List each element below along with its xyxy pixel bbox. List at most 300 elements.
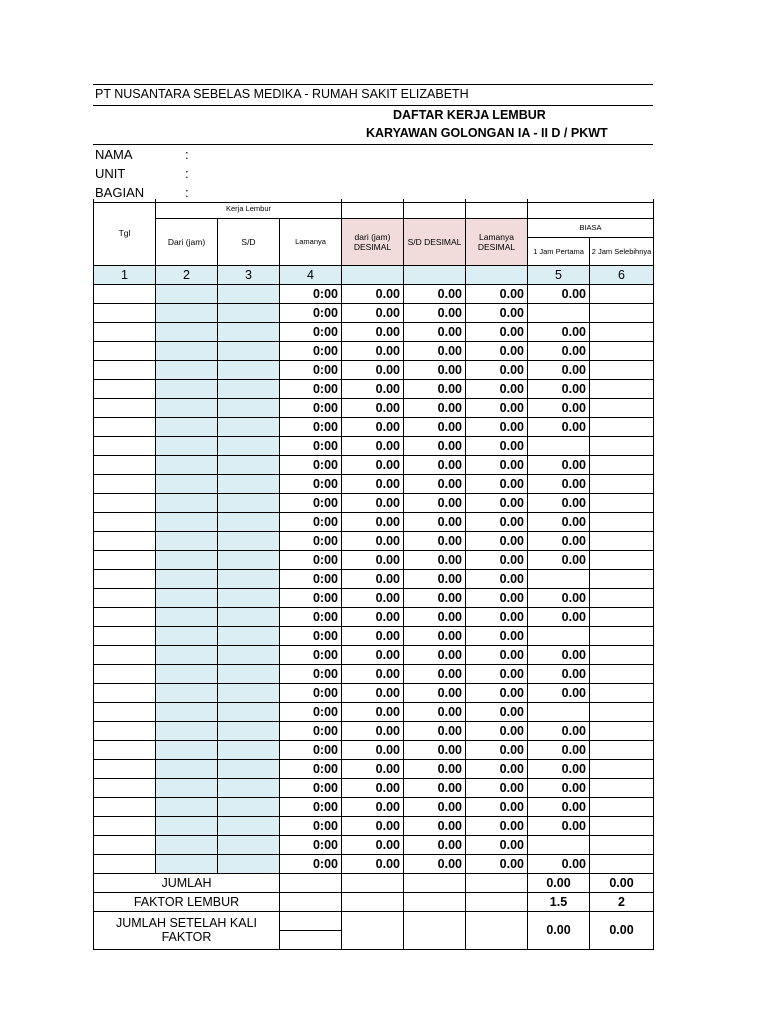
table-row xyxy=(94,303,654,322)
jam-pertama-cell xyxy=(528,303,590,322)
jam-selebihnya-cell xyxy=(590,588,654,607)
jam-selebihnya-cell xyxy=(590,721,654,740)
empty-cell xyxy=(404,873,466,892)
jam-pertama-cell: 0.00 xyxy=(528,360,590,379)
dari-input[interactable] xyxy=(156,778,218,797)
table-row xyxy=(94,683,654,702)
tgl-cell[interactable] xyxy=(94,531,156,550)
dari-input[interactable] xyxy=(156,816,218,835)
dari-desimal-cell: 0.00 xyxy=(342,607,404,626)
lamanya-desimal-cell: 0.00 xyxy=(466,626,528,645)
lamanya-desimal-cell: 0.00 xyxy=(466,322,528,341)
dari-input[interactable] xyxy=(156,721,218,740)
sd-input[interactable] xyxy=(218,607,280,626)
column-number: 3 xyxy=(218,265,280,284)
empty-cell xyxy=(342,873,404,892)
dari-input[interactable] xyxy=(156,512,218,531)
jam-selebihnya-cell xyxy=(590,436,654,455)
sd-input[interactable] xyxy=(218,398,280,417)
jam-selebihnya-cell xyxy=(590,569,654,588)
table-row xyxy=(94,835,654,854)
table-row xyxy=(94,398,654,417)
sd-input[interactable] xyxy=(218,322,280,341)
sd-desimal-cell: 0.00 xyxy=(404,835,466,854)
dari-desimal-cell: 0.00 xyxy=(342,455,404,474)
dari-desimal-cell: 0.00 xyxy=(342,721,404,740)
sd-input[interactable] xyxy=(218,683,280,702)
identity-colon: : xyxy=(185,166,189,181)
identity-colon: : xyxy=(185,147,189,162)
jam-selebihnya-cell xyxy=(590,816,654,835)
dari-input[interactable] xyxy=(156,436,218,455)
sd-desimal-cell: 0.00 xyxy=(404,303,466,322)
sd-input[interactable] xyxy=(218,360,280,379)
table-row xyxy=(94,493,654,512)
tgl-cell[interactable] xyxy=(94,797,156,816)
lamanya-desimal-cell: 0.00 xyxy=(466,550,528,569)
table-row xyxy=(94,322,654,341)
faktor-pertama: 1.5 xyxy=(528,892,590,911)
dari-input[interactable] xyxy=(156,322,218,341)
jam-selebihnya-cell xyxy=(590,607,654,626)
dari-input[interactable] xyxy=(156,797,218,816)
jam-pertama-cell: 0.00 xyxy=(528,284,590,303)
sd-input[interactable] xyxy=(218,493,280,512)
sd-input[interactable] xyxy=(218,797,280,816)
jam-pertama-cell xyxy=(528,569,590,588)
sd-desimal-cell: 0.00 xyxy=(404,436,466,455)
dari-input[interactable] xyxy=(156,569,218,588)
jam-selebihnya-cell xyxy=(590,322,654,341)
empty-cell xyxy=(404,892,466,911)
summary-body xyxy=(94,873,654,949)
jam-selebihnya-cell xyxy=(590,417,654,436)
sd-desimal-cell: 0.00 xyxy=(404,493,466,512)
table-row xyxy=(94,417,654,436)
sd-input[interactable] xyxy=(218,778,280,797)
dari-input[interactable] xyxy=(156,835,218,854)
blank-header xyxy=(404,199,466,218)
table-row xyxy=(94,664,654,683)
dari-desimal-header: dari (jam) DESIMAL xyxy=(342,218,404,265)
jam-pertama-cell xyxy=(528,436,590,455)
jam-pertama-cell: 0.00 xyxy=(528,797,590,816)
lamanya-desimal-cell: 0.00 xyxy=(466,531,528,550)
table-row xyxy=(94,379,654,398)
tgl-cell[interactable] xyxy=(94,322,156,341)
lamanya-cell: 0:00 xyxy=(280,512,342,531)
tgl-cell[interactable] xyxy=(94,417,156,436)
dari-desimal-cell: 0.00 xyxy=(342,360,404,379)
empty-cell xyxy=(280,911,342,930)
tgl-cell[interactable] xyxy=(94,303,156,322)
tgl-cell[interactable] xyxy=(94,778,156,797)
sd-desimal-cell: 0.00 xyxy=(404,284,466,303)
lamanya-desimal-cell: 0.00 xyxy=(466,341,528,360)
column-number: 4 xyxy=(280,265,342,284)
jam-selebihnya-cell xyxy=(590,797,654,816)
table-row xyxy=(94,588,654,607)
sd-input[interactable] xyxy=(218,284,280,303)
lamanya-cell: 0:00 xyxy=(280,778,342,797)
lamanya-desimal-cell: 0.00 xyxy=(466,816,528,835)
sd-input[interactable] xyxy=(218,569,280,588)
empty-cell xyxy=(404,911,466,949)
dari-input[interactable] xyxy=(156,360,218,379)
lamanya-desimal-cell: 0.00 xyxy=(466,493,528,512)
sd-input[interactable] xyxy=(218,303,280,322)
jam-pertama-cell: 0.00 xyxy=(528,474,590,493)
jam-pertama-cell: 0.00 xyxy=(528,607,590,626)
lamanya-desimal-cell: 0.00 xyxy=(466,721,528,740)
sd-desimal-cell: 0.00 xyxy=(404,322,466,341)
dari-desimal-cell: 0.00 xyxy=(342,588,404,607)
lamanya-cell: 0:00 xyxy=(280,702,342,721)
identity-block xyxy=(93,145,653,202)
sd-desimal-cell: 0.00 xyxy=(404,664,466,683)
dari-input[interactable] xyxy=(156,417,218,436)
column-number-blank xyxy=(404,265,466,284)
setelah-selebihnya: 0.00 xyxy=(590,911,654,949)
tgl-cell[interactable] xyxy=(94,379,156,398)
jam-pertama-cell: 0.00 xyxy=(528,588,590,607)
lamanya-cell: 0:00 xyxy=(280,626,342,645)
sd-input[interactable] xyxy=(218,816,280,835)
sd-input[interactable] xyxy=(218,417,280,436)
jam-selebihnya-cell xyxy=(590,759,654,778)
dari-input[interactable] xyxy=(156,341,218,360)
jam-selebihnya-cell xyxy=(590,341,654,360)
jam-pertama-cell: 0.00 xyxy=(528,664,590,683)
sd-input[interactable] xyxy=(218,702,280,721)
table-row xyxy=(94,284,654,303)
table-row xyxy=(94,360,654,379)
dari-desimal-cell: 0.00 xyxy=(342,835,404,854)
sd-input[interactable] xyxy=(218,835,280,854)
jam-selebihnya-cell xyxy=(590,740,654,759)
setelah-label: JUMLAH SETELAH KALI FAKTOR xyxy=(94,911,280,949)
sd-input[interactable] xyxy=(218,721,280,740)
table-row xyxy=(94,436,654,455)
lamanya-cell: 0:00 xyxy=(280,284,342,303)
tgl-cell[interactable] xyxy=(94,569,156,588)
sd-desimal-cell: 0.00 xyxy=(404,531,466,550)
sd-desimal-cell: 0.00 xyxy=(404,816,466,835)
blank-header xyxy=(342,199,404,218)
faktor-selebihnya: 2 xyxy=(590,892,654,911)
jam-selebihnya-cell xyxy=(590,303,654,322)
tgl-cell[interactable] xyxy=(94,835,156,854)
lamanya-cell: 0:00 xyxy=(280,417,342,436)
tgl-cell[interactable] xyxy=(94,398,156,417)
tgl-cell[interactable] xyxy=(94,645,156,664)
sd-input[interactable] xyxy=(218,664,280,683)
tgl-cell[interactable] xyxy=(94,455,156,474)
sd-desimal-cell: 0.00 xyxy=(404,379,466,398)
blank-header xyxy=(528,199,654,218)
sd-desimal-cell: 0.00 xyxy=(404,721,466,740)
sd-input[interactable] xyxy=(218,474,280,493)
dari-desimal-cell: 0.00 xyxy=(342,816,404,835)
lamanya-cell: 0:00 xyxy=(280,398,342,417)
jam-pertama-cell: 0.00 xyxy=(528,322,590,341)
company-header xyxy=(93,84,653,105)
kerja-lembur-header: Kerja Lembur xyxy=(156,199,342,218)
table-row xyxy=(94,341,654,360)
lamanya-desimal-cell: 0.00 xyxy=(466,588,528,607)
dari-input[interactable] xyxy=(156,455,218,474)
jam-selebihnya-cell xyxy=(590,512,654,531)
tgl-cell[interactable] xyxy=(94,360,156,379)
table-row xyxy=(94,645,654,664)
jam-pertama-cell: 0.00 xyxy=(528,341,590,360)
tgl-cell[interactable] xyxy=(94,341,156,360)
jumlah-label: JUMLAH xyxy=(94,873,280,892)
dari-desimal-cell: 0.00 xyxy=(342,379,404,398)
sd-input[interactable] xyxy=(218,531,280,550)
empty-cell xyxy=(342,892,404,911)
sd-input[interactable] xyxy=(218,436,280,455)
column-number: 1 xyxy=(94,265,156,284)
tgl-cell[interactable] xyxy=(94,816,156,835)
tgl-cell[interactable] xyxy=(94,854,156,873)
dari-desimal-cell: 0.00 xyxy=(342,512,404,531)
dari-input[interactable] xyxy=(156,607,218,626)
tgl-cell[interactable] xyxy=(94,436,156,455)
jam-selebihnya-cell xyxy=(590,683,654,702)
blank-header xyxy=(466,199,528,218)
dari-desimal-cell: 0.00 xyxy=(342,759,404,778)
column-number-row xyxy=(94,265,654,284)
lamanya-desimal-cell: 0.00 xyxy=(466,379,528,398)
dari-desimal-cell: 0.00 xyxy=(342,493,404,512)
jam-pertama-cell: 0.00 xyxy=(528,531,590,550)
dari-desimal-cell: 0.00 xyxy=(342,531,404,550)
tgl-cell[interactable] xyxy=(94,740,156,759)
jam-pertama-cell xyxy=(528,702,590,721)
sd-input[interactable] xyxy=(218,379,280,398)
tgl-cell[interactable] xyxy=(94,493,156,512)
sd-header: S/D xyxy=(218,218,280,265)
tgl-header: Tgl xyxy=(94,199,156,265)
lamanya-desimal-cell: 0.00 xyxy=(466,702,528,721)
lamanya-cell: 0:00 xyxy=(280,797,342,816)
lamanya-desimal-cell: 0.00 xyxy=(466,740,528,759)
dari-input[interactable] xyxy=(156,284,218,303)
lamanya-cell: 0:00 xyxy=(280,683,342,702)
dari-desimal-cell: 0.00 xyxy=(342,417,404,436)
sd-desimal-cell: 0.00 xyxy=(404,683,466,702)
lamanya-desimal-cell: 0.00 xyxy=(466,284,528,303)
table-row xyxy=(94,569,654,588)
lamanya-desimal-cell: 0.00 xyxy=(466,569,528,588)
sd-input[interactable] xyxy=(218,512,280,531)
jam-pertama-cell: 0.00 xyxy=(528,683,590,702)
sd-input[interactable] xyxy=(218,759,280,778)
dari-input[interactable] xyxy=(156,303,218,322)
dari-input[interactable] xyxy=(156,626,218,645)
jam-pertama-cell xyxy=(528,835,590,854)
lamanya-cell: 0:00 xyxy=(280,588,342,607)
tgl-cell[interactable] xyxy=(94,607,156,626)
tgl-cell[interactable] xyxy=(94,512,156,531)
lamanya-desimal-cell: 0.00 xyxy=(466,398,528,417)
dari-input[interactable] xyxy=(156,854,218,873)
sd-input[interactable] xyxy=(218,854,280,873)
lamanya-desimal-cell: 0.00 xyxy=(466,835,528,854)
dari-input[interactable] xyxy=(156,645,218,664)
form-subtitle: KARYAWAN GOLONGAN IA - II D / PKWT xyxy=(366,126,608,140)
dari-input[interactable] xyxy=(156,398,218,417)
jam-pertama-cell: 0.00 xyxy=(528,778,590,797)
empty-cell xyxy=(466,873,528,892)
tgl-cell[interactable] xyxy=(94,702,156,721)
dari-desimal-cell: 0.00 xyxy=(342,341,404,360)
dari-desimal-cell: 0.00 xyxy=(342,778,404,797)
empty-cell xyxy=(342,911,404,949)
column-number: 2 xyxy=(156,265,218,284)
sd-desimal-cell: 0.00 xyxy=(404,645,466,664)
identity-row xyxy=(93,145,653,164)
dari-desimal-cell: 0.00 xyxy=(342,683,404,702)
dari-input[interactable] xyxy=(156,379,218,398)
dari-input[interactable] xyxy=(156,702,218,721)
lamanya-desimal-cell: 0.00 xyxy=(466,759,528,778)
dari-input[interactable] xyxy=(156,683,218,702)
lamanya-desimal-cell: 0.00 xyxy=(466,455,528,474)
dari-input[interactable] xyxy=(156,759,218,778)
sd-input[interactable] xyxy=(218,588,280,607)
sd-desimal-cell: 0.00 xyxy=(404,588,466,607)
lamanya-desimal-cell: 0.00 xyxy=(466,436,528,455)
lamanya-desimal-cell: 0.00 xyxy=(466,303,528,322)
tgl-cell[interactable] xyxy=(94,664,156,683)
sd-desimal-cell: 0.00 xyxy=(404,854,466,873)
table-row xyxy=(94,512,654,531)
lamanya-cell: 0:00 xyxy=(280,854,342,873)
identity-label: BAGIAN xyxy=(95,185,145,200)
tgl-cell[interactable] xyxy=(94,759,156,778)
lamanya-desimal-cell: 0.00 xyxy=(466,797,528,816)
dari-desimal-cell: 0.00 xyxy=(342,797,404,816)
jam-pertama-cell: 0.00 xyxy=(528,721,590,740)
jam-selebihnya-cell xyxy=(590,702,654,721)
lamanya-desimal-cell: 0.00 xyxy=(466,512,528,531)
table-row xyxy=(94,531,654,550)
table-row xyxy=(94,607,654,626)
lamanya-cell: 0:00 xyxy=(280,835,342,854)
dari-input[interactable] xyxy=(156,740,218,759)
column-number-blank xyxy=(466,265,528,284)
table-body xyxy=(94,284,654,873)
dari-input[interactable] xyxy=(156,550,218,569)
lamanya-desimal-cell: 0.00 xyxy=(466,664,528,683)
column-number: 5 xyxy=(528,265,590,284)
tgl-cell[interactable] xyxy=(94,550,156,569)
jam-pertama-cell: 0.00 xyxy=(528,512,590,531)
table-row xyxy=(94,740,654,759)
overtime-sheet xyxy=(93,84,653,203)
jam-pertama-cell: 0.00 xyxy=(528,759,590,778)
sd-input[interactable] xyxy=(218,740,280,759)
empty-cell xyxy=(280,930,342,949)
dari-input[interactable] xyxy=(156,664,218,683)
jam-pertama-cell xyxy=(528,626,590,645)
jam-selebihnya-cell xyxy=(590,835,654,854)
sd-desimal-cell: 0.00 xyxy=(404,512,466,531)
setelah-pertama: 0.00 xyxy=(528,911,590,949)
tgl-cell[interactable] xyxy=(94,721,156,740)
sd-desimal-cell: 0.00 xyxy=(404,455,466,474)
lamanya-desimal-cell: 0.00 xyxy=(466,360,528,379)
jam-pertama-header: 1 Jam Pertama xyxy=(528,237,590,265)
lamanya-cell: 0:00 xyxy=(280,645,342,664)
jam-selebihnya-cell xyxy=(590,455,654,474)
tgl-cell[interactable] xyxy=(94,588,156,607)
table-row xyxy=(94,778,654,797)
table-row xyxy=(94,550,654,569)
dari-desimal-cell: 0.00 xyxy=(342,398,404,417)
sd-desimal-cell: 0.00 xyxy=(404,607,466,626)
jam-pertama-cell: 0.00 xyxy=(528,493,590,512)
identity-label: UNIT xyxy=(95,166,126,181)
sd-desimal-cell: 0.00 xyxy=(404,474,466,493)
sd-input[interactable] xyxy=(218,645,280,664)
sd-input[interactable] xyxy=(218,626,280,645)
empty-cell xyxy=(280,892,342,911)
dari-input[interactable] xyxy=(156,588,218,607)
jam-pertama-cell: 0.00 xyxy=(528,455,590,474)
lamanya-cell: 0:00 xyxy=(280,816,342,835)
dari-input[interactable] xyxy=(156,531,218,550)
lamanya-cell: 0:00 xyxy=(280,664,342,683)
lamanya-desimal-cell: 0.00 xyxy=(466,854,528,873)
dari-desimal-cell: 0.00 xyxy=(342,303,404,322)
lamanya-cell: 0:00 xyxy=(280,607,342,626)
tgl-cell[interactable] xyxy=(94,626,156,645)
empty-cell xyxy=(280,873,342,892)
jam-pertama-cell: 0.00 xyxy=(528,550,590,569)
jam-selebihnya-cell xyxy=(590,474,654,493)
dari-input[interactable] xyxy=(156,474,218,493)
jam-selebihnya-cell xyxy=(590,626,654,645)
sd-input[interactable] xyxy=(218,341,280,360)
lamanya-cell: 0:00 xyxy=(280,550,342,569)
sd-desimal-cell: 0.00 xyxy=(404,702,466,721)
lamanya-cell: 0:00 xyxy=(280,740,342,759)
dari-desimal-cell: 0.00 xyxy=(342,284,404,303)
lamanya-cell: 0:00 xyxy=(280,379,342,398)
dari-input[interactable] xyxy=(156,493,218,512)
sd-desimal-cell: 0.00 xyxy=(404,778,466,797)
sd-desimal-header: S/D DESIMAL xyxy=(404,218,466,265)
sd-input[interactable] xyxy=(218,455,280,474)
jumlah-selebihnya: 0.00 xyxy=(590,873,654,892)
dari-desimal-cell: 0.00 xyxy=(342,436,404,455)
tgl-cell[interactable] xyxy=(94,683,156,702)
tgl-cell[interactable] xyxy=(94,474,156,493)
jam-selebihnya-cell xyxy=(590,360,654,379)
company-name: PT NUSANTARA SEBELAS MEDIKA - RUMAH SAKIT ELIZABETH xyxy=(95,87,469,101)
lamanya-cell: 0:00 xyxy=(280,759,342,778)
subtitle-row xyxy=(93,126,653,145)
dari-desimal-cell: 0.00 xyxy=(342,550,404,569)
sd-input[interactable] xyxy=(218,550,280,569)
jam-selebihnya-cell xyxy=(590,778,654,797)
tgl-cell[interactable] xyxy=(94,284,156,303)
table-row xyxy=(94,721,654,740)
lamanya-cell: 0:00 xyxy=(280,455,342,474)
